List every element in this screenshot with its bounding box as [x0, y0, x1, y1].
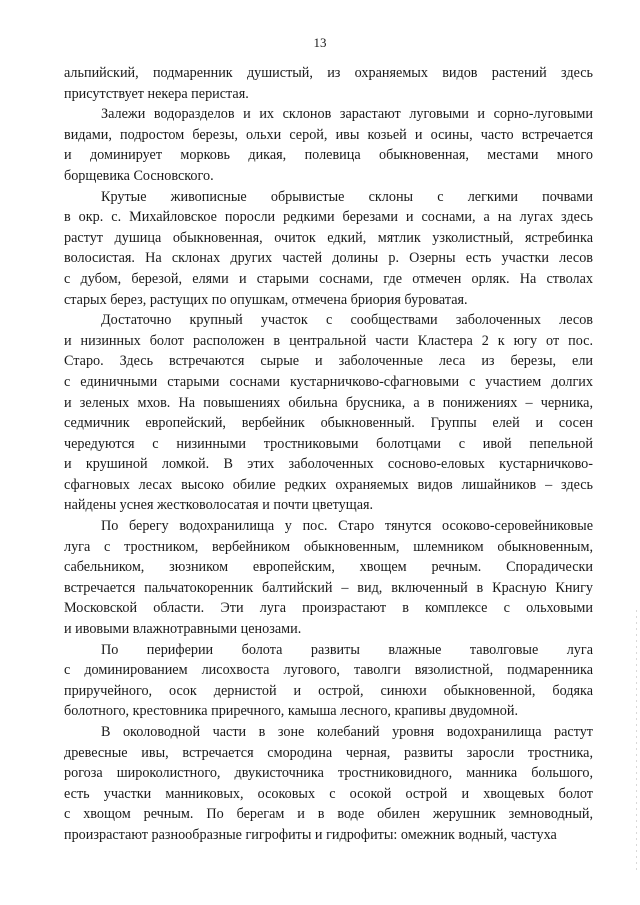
text-line: чередуются с низинными тростниковыми болотцами с ивой пепельной	[64, 435, 593, 452]
text-line: и зеленых мхов. На повышениях обильна брусника, а в понижениях – черника,	[64, 394, 593, 411]
text-line: рогоза широколистного, двукисточника тростниковидного, манника большого,	[64, 765, 593, 782]
text-line: Залежи водоразделов и их склонов зарастают луговыми и сорно-луговыми	[101, 106, 593, 123]
text-line: сфагновых лесах высоко обилие редких охраняемых видов лишайников – здесь	[64, 476, 593, 493]
document-body	[64, 63, 593, 846]
text-line: сабельником, зюзником европейским, хвощем речным. Спорадически	[64, 559, 593, 576]
text-line: приручейного, осок дернистой и острой, синюхи обыкновенной, бодяка	[64, 682, 593, 699]
paragraph	[64, 187, 593, 311]
text-line: и низинных болот расположен в центральной части Кластера 2 к югу от пос.	[64, 332, 593, 349]
text-line: старых берез, растущих по опушкам, отмечена бриория буроватая.	[64, 291, 468, 308]
text-line: найдены уснея жестковолосатая и почти цветущая.	[64, 497, 374, 514]
text-line: и крушиной ломкой. В этих заболоченных сосново-еловых кустарничково-	[64, 456, 593, 473]
text-line: присутствует некера перистая.	[64, 85, 249, 102]
text-line: Московской области. Эти луга произрастают в комплексе с ольховыми	[64, 600, 593, 617]
paragraph	[64, 63, 593, 104]
text-line: Старо. Здесь встречаются сырые и заболоченные леса из березы, ели	[64, 353, 593, 370]
text-line: с хвощом речным. По берегам и в воде обилен жерушник земноводный,	[64, 806, 593, 823]
text-line: встречается пальчатокоренник балтийский – вид, включенный в Красную Книгу	[64, 579, 593, 596]
text-line: Крутые живописные обрывистые склоны с легкими почвами	[101, 188, 593, 205]
text-line: борщевика Сосновского.	[64, 167, 214, 184]
text-line: древесные ивы, встречается смородина черная, развиты заросли тростника,	[64, 744, 593, 761]
text-line: Достаточно крупный участок с сообществами заболоченных лесов	[101, 312, 593, 329]
page-number: 13	[313, 35, 327, 50]
paragraph	[64, 104, 593, 186]
text-line: с единичными старыми соснами кустарничково-сфагновыми с участием долгих	[64, 373, 593, 390]
text-line: есть участки манниковых, осоковых с осокой острой и хвощевых болот	[64, 785, 593, 802]
text-line: болотного, крестовника приречного, камыша лесного, крапивы двудомной.	[64, 703, 519, 720]
text-line: и доминирует морковь дикая, полевица обыкновенная, местами много	[64, 147, 593, 164]
paragraph	[64, 310, 593, 516]
paragraph	[64, 640, 593, 722]
text-line: видами, подростом березы, ольхи серой, ивы козьей и осины, часто встречается	[64, 126, 593, 143]
text-line: альпийский, подмаренник душистый, из охраняемых видов растений здесь	[64, 65, 593, 81]
text-line: произрастают разнообразные гигрофиты и гидрофиты: омежник водный, частуха	[64, 826, 557, 843]
text-line: волосистая. На склонах других частей долины р. Озерны есть участки лесов	[64, 250, 593, 267]
text-line: растут душица обыкновенная, очиток едкий, мятлик узколистный, ястребинка	[64, 229, 593, 246]
scan-edge-artifact	[636, 610, 637, 870]
paragraph	[64, 516, 593, 640]
text-line: По берегу водохранилища у пос. Старо тянутся осоково-серовейниковые	[101, 518, 593, 535]
text-line: По периферии болота развиты влажные таволговые луга	[101, 641, 593, 658]
paragraph	[64, 722, 593, 846]
text-line: с доминированием лисохвоста лугового, таволги вязолистной, подмаренника	[64, 662, 593, 679]
text-line: и ивовыми влажнотравными ценозами.	[64, 621, 302, 638]
text-line: В околоводной части в зоне колебаний уровня водохранилища растут	[101, 724, 593, 740]
text-line: с дубом, березой, елями и старыми соснами, где отмечен орляк. На стволах	[64, 270, 593, 287]
text-line: в окр. с. Михайловское поросли редкими березами и соснами, а на лугах здесь	[64, 209, 593, 226]
text-line: седмичник европейский, вербейник обыкновенный. Группы елей и сосен	[64, 415, 593, 432]
text-line: луга с тростником, вербейником обыкновенным, шлемником обыкновенным,	[64, 538, 593, 555]
